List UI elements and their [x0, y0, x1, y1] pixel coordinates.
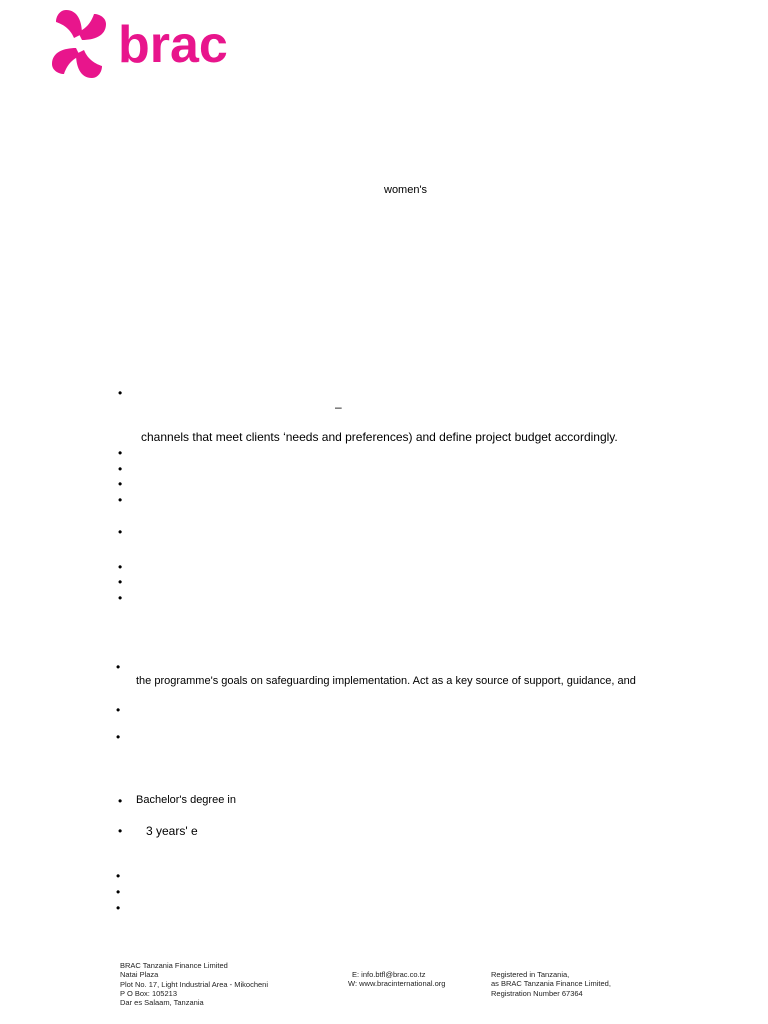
bullet: • [118, 794, 123, 808]
footer-line: BRAC Tanzania Finance Limited [120, 961, 228, 970]
bullet: • [118, 591, 123, 605]
bullet: • [118, 386, 123, 400]
dash-text: – [335, 400, 342, 414]
footer-line: Natai Plaza [120, 970, 159, 980]
footer-line: Plot No. 17, Light Industrial Area - Mikocheni [120, 979, 268, 989]
bullet: • [116, 901, 121, 915]
bullet: • [118, 446, 123, 460]
footer-contact [348, 970, 445, 989]
bullet: • [118, 525, 123, 539]
footer-line: as BRAC Tanzania Finance Limited, [491, 979, 611, 989]
bullet: • [116, 660, 121, 674]
bullet: • [118, 477, 123, 491]
womens-text: women's [384, 184, 428, 196]
bachelor-line: Bachelor's degree in [136, 794, 236, 806]
bullet: • [118, 493, 123, 507]
years-line: 3 years' e [146, 824, 198, 838]
programme-line: the programme's goals on safeguarding implementation. Act as a key source of support, guidance, and [136, 675, 636, 687]
bullet: • [118, 824, 123, 838]
footer-line: Registered in Tanzania, [491, 970, 570, 979]
bullet: • [118, 575, 123, 589]
footer-website: W: www.bracinternational.org [348, 979, 446, 989]
brac-logo [48, 8, 258, 80]
footer-line: Dar es Salaam, Tanzania [120, 998, 204, 1008]
footer-line: P O Box: 105213 [120, 988, 177, 998]
footer-line: Registration Number 67364 [491, 988, 583, 998]
bullet: • [116, 703, 121, 717]
channels-line: channels that meet clients ‘needs and preferences) and define project budget accordingly. [141, 430, 618, 444]
bullet: • [116, 869, 121, 883]
footer-email: E: info.btfl@brac.co.tz [352, 970, 426, 979]
bullet: • [116, 730, 121, 744]
brac-wordmark: brac [118, 16, 228, 74]
footer-company-address [120, 961, 268, 1007]
bullet: • [116, 885, 121, 899]
bullet: • [118, 560, 123, 574]
bullet: • [118, 462, 123, 476]
brac-flower-logo-icon [48, 8, 258, 80]
footer-registration [491, 970, 611, 998]
